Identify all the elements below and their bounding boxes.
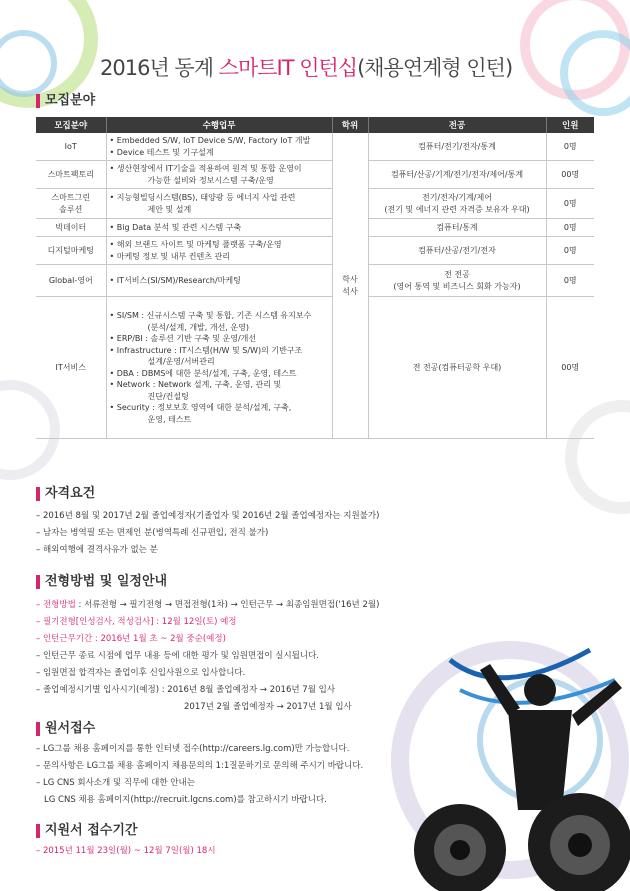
title-accent: 스마트IT 인턴십 <box>218 56 358 80</box>
duty-cell <box>106 219 332 237</box>
major-cell <box>368 297 546 439</box>
count-cell: 00명 <box>546 161 594 189</box>
list-item: – LG CNS 회사소개 및 직무에 대한 안내는 <box>36 778 195 788</box>
recruit-table <box>36 117 594 439</box>
major-label: (영어 통역 및 비즈니스 회화 가능자) <box>393 281 521 291</box>
period-text <box>36 843 596 860</box>
major-cell <box>368 189 546 219</box>
duty-line: • ERP/BI : 솔루션 기반 구축 및 운영/개선 <box>109 334 257 343</box>
count-cell: 0명 <box>546 219 594 237</box>
duty-line: • Security : 정보보호 영역에 대한 분석/설계, 구축, <box>109 403 292 412</box>
section-heading-period: 지원서 접수기간 <box>36 824 137 838</box>
count-cell: 0명 <box>546 189 594 219</box>
degree-label: 석사 <box>342 286 358 296</box>
duty-line: 가능한 설비와 정보시스템 구축/운영 <box>147 175 274 185</box>
table-header-row <box>36 117 594 133</box>
table-row <box>36 133 594 161</box>
major-cell <box>368 133 546 161</box>
duty-cell <box>106 161 332 189</box>
duty-cell <box>106 189 332 219</box>
major-label: 컴퓨터/산공/전기/전자 <box>418 245 496 255</box>
duty-line: • Device 테스트 및 기구설계 <box>109 147 214 157</box>
field-cell <box>36 189 106 219</box>
table-header: 수행업무 <box>106 117 332 133</box>
table-row <box>36 161 594 189</box>
field-cell <box>36 297 106 439</box>
degree-cell <box>332 133 368 439</box>
duty-cell <box>106 133 332 161</box>
duty-line: • 생산현장에서 IT기술을 적용하여 원격 및 통합 운영이 <box>109 164 302 173</box>
section-heading-process: 전형방법 및 일정안내 <box>36 575 167 589</box>
method-label: – 전형방법 <box>36 600 76 610</box>
list-item: – 임원면접 합격자는 졸업이후 신입사원으로 입사합니다. <box>36 668 246 678</box>
field-cell <box>36 237 106 265</box>
duty-line: 제안 및 설계 <box>147 204 192 214</box>
field-label: 빅데이터 <box>55 222 87 232</box>
duty-line: • IT서비스(SI/SM)/Research/마케팅 <box>109 275 241 285</box>
table-row <box>36 265 594 297</box>
field-label: 디지털마케팅 <box>47 245 94 255</box>
duty-line: • Network : Network 설계, 구축, 운영, 관리 및 <box>109 380 282 389</box>
list-item: – 문의사항은 LG그룹 채용 홈페이지 채용문의의 1:1질문하기로 문의해 주시기 바랍니다. <box>36 761 364 771</box>
field-label: 스마트그린 <box>51 193 91 202</box>
duty-line: • DBA : DBMS에 대한 분석/설계, 구축, 운영, 테스트 <box>109 368 297 378</box>
list-item: – 2015년 11월 23일(월) ~ 12월 7일(월) 18시 <box>36 846 216 856</box>
duty-line: 설계/운영/서버관리 <box>147 357 215 366</box>
field-cell <box>36 133 106 161</box>
major-label: 전 전공(컴퓨터공학 우대) <box>412 362 502 372</box>
count-cell: 0명 <box>546 237 594 265</box>
duty-line: • Embedded S/W, IoT Device S/W, Factory IoT 개발 <box>109 136 311 145</box>
qualification-list <box>36 508 596 559</box>
table-row <box>36 219 594 237</box>
degree-label: 학사 <box>342 275 358 284</box>
list-item: – LG그룹 채용 홈페이지를 통한 인터넷 접수(http://careers.lg.com)만 가능합니다. <box>36 744 350 754</box>
section-heading-recruit: 모집분야 <box>36 94 95 108</box>
field-label: 솔루션 <box>59 204 83 214</box>
field-cell <box>36 219 106 237</box>
list-item: – 인턴근무 종료 시점에 업무 내용 등에 대한 평가 및 임원면접이 실시됩니다. <box>36 651 320 661</box>
process-list <box>36 597 596 716</box>
list-item: – 해외여행에 결격사유가 없는 분 <box>36 545 158 555</box>
list-item: 2017년 2월 졸업예정자 → 2017년 1월 입사 <box>184 702 352 712</box>
duty-line: 운영, 테스트 <box>147 414 192 424</box>
table-header: 인원 <box>546 117 594 133</box>
major-label: 전기/전자/기계/제어 <box>422 193 492 202</box>
major-cell <box>368 237 546 265</box>
list-item <box>36 597 596 614</box>
field-label: Global-영어 <box>48 275 93 285</box>
field-label: 스마트팩토리 <box>47 169 94 179</box>
major-label: 전 전공 <box>444 270 470 279</box>
duty-line: 진단/컨설팅 <box>147 391 189 401</box>
count-cell: 0명 <box>546 265 594 297</box>
table-header: 전공 <box>368 117 546 133</box>
major-label: (전기 및 에너지 관련 자격증 보유자 우대) <box>384 204 530 214</box>
method-text: : 서류전형 → 필기전형 → 면접전형(1차) → 인턴근무 → 최종임원면접('16년 2월) <box>75 600 380 610</box>
duty-line: • Big Data 분석 및 관련 시스템 구축 <box>109 222 242 232</box>
table-row <box>36 189 594 219</box>
table-header: 모집분야 <box>36 117 106 133</box>
list-item: – 인턴근무기간 : 2016년 1월 초 ~ 2월 중순(예정) <box>36 634 226 644</box>
count-cell: 00명 <box>546 297 594 439</box>
duty-line: • 해외 브랜드 사이트 및 마케팅 플랫폼 구축/운영 <box>109 240 282 249</box>
field-label: IT서비스 <box>55 362 86 372</box>
duty-cell <box>106 265 332 297</box>
duty-cell <box>106 237 332 265</box>
title-prefix: 2016년 동계 <box>100 56 219 80</box>
duty-line: • SI/SM : 신규시스템 구축 및 통합, 기존 시스템 유지보수 <box>109 311 312 320</box>
duty-line: (분석/설계, 개발, 개선, 운영) <box>147 322 249 332</box>
title-suffix: (채용연계형 인턴) <box>357 56 513 80</box>
duty-line: • 마케팅 정보 및 내부 컨텐츠 관리 <box>109 251 230 261</box>
table-row <box>36 237 594 265</box>
major-label: 컴퓨터/산공/기계/전기/전자/제어/통계 <box>390 169 524 179</box>
section-heading-apply: 원서접수 <box>36 722 95 736</box>
duty-line: • 지능형빌딩시스템(BS), 태양광 등 에너지 사업 관련 <box>109 193 296 202</box>
page-title <box>100 52 600 82</box>
section-heading-qualification: 자격요건 <box>36 487 95 501</box>
major-label: 컴퓨터/전기/전자/통계 <box>418 141 496 151</box>
field-cell <box>36 161 106 189</box>
field-label: IoT <box>64 141 77 151</box>
field-cell <box>36 265 106 297</box>
apply-list <box>36 741 596 809</box>
list-item: – 필기전형[인성검사, 적성검사] : 12월 12일(토) 예정 <box>36 617 237 627</box>
major-cell <box>368 219 546 237</box>
list-item: LG CNS 채용 홈페이지(http://recruit.lgcns.com)를 참고하시기 바랍니다. <box>44 795 327 805</box>
list-item: – 남자는 병역필 또는 면제인 분(병역특례 신규편입, 전직 불가) <box>36 528 269 538</box>
list-item: – 2016년 8월 및 2017년 2월 졸업예정자(기졸업자 및 2016년 2월 졸업예정자는 지원불가) <box>36 511 380 521</box>
table-row <box>36 297 594 439</box>
count-cell: 0명 <box>546 133 594 161</box>
duty-cell <box>106 297 332 439</box>
table-header: 학위 <box>332 117 368 133</box>
major-cell <box>368 265 546 297</box>
duty-line: • Infrastructure : IT시스템(H/W 및 S/W)의 기반구조 <box>109 345 303 355</box>
major-cell <box>368 161 546 189</box>
list-item: – 졸업예정시기별 입사시기(예정) : 2016년 8월 졸업예정자 → 2016년 7월 입사 <box>36 685 336 695</box>
major-label: 컴퓨터/통계 <box>436 222 478 232</box>
